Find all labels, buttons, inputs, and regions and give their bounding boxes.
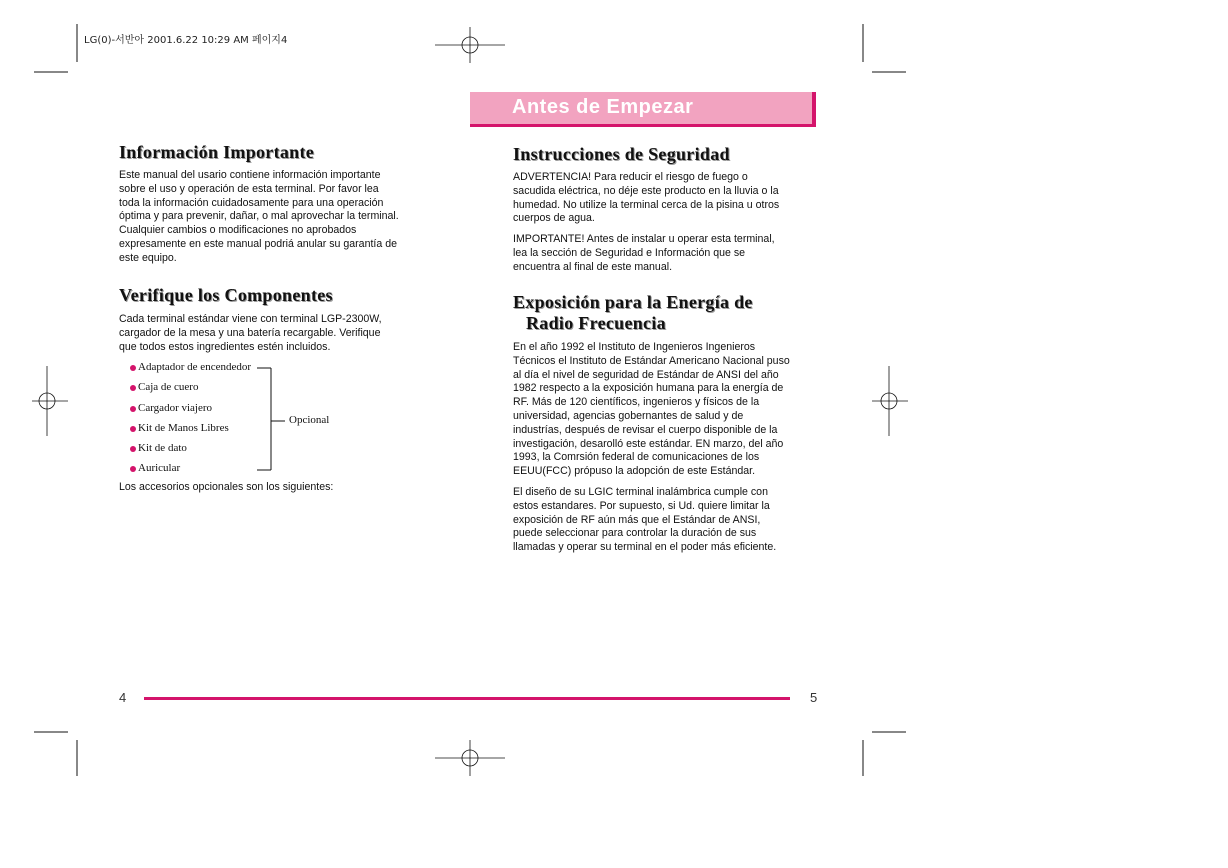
print-slug: LG(0)-서반아 2001.6.22 10:29 AM 페이지4 <box>84 35 288 46</box>
list-item-label: Kit de Manos Libres <box>138 422 229 434</box>
text-line: 1982 respecto a la exposición humana para la energía de <box>513 382 784 395</box>
text-line: lea la sección de Seguridad e Información que se <box>513 246 746 259</box>
text-line: investigación, desarolló este estándar. EN marzo, del año <box>513 437 784 450</box>
text-line: que todos estos ingredientes estén incluidos. <box>119 340 331 353</box>
paragraph-exposicion-2 <box>513 486 833 555</box>
text-line: Cada terminal estándar viene con terminal LGP-2300W, <box>119 313 382 325</box>
text-line: EEUU(FCC) própuso la adopción de este Estándar. <box>513 465 756 478</box>
bullet-icon <box>130 446 136 452</box>
text-line: RF. Más de 120 científicos, ingenieros y físicos de la <box>513 396 760 409</box>
text-line: Técnicos el Instituto de Estándar Americano Nacional puso <box>513 354 790 367</box>
text-line: Este manual del usario contiene información importante <box>119 169 381 181</box>
page-number-right: 5 <box>810 690 818 705</box>
footer-note: Los accesorios opcionales son los siguientes: <box>119 481 334 493</box>
text-line: En el año 1992 el Instituto de Ingenieros Ingenieros <box>513 341 756 353</box>
text-line: sacudida eléctrica, no déje este producto en la lluvia o la <box>513 184 779 197</box>
text-line: sobre el uso y operación de esta terminal. Por favor lea <box>119 182 379 195</box>
list-item-label: Caja de cuero <box>138 381 199 393</box>
text-line: IMPORTANTE! Antes de instalar u operar esta terminal, <box>513 233 775 245</box>
text-line: toda la información cuidadosamente para una operación <box>119 196 384 209</box>
text-line: puede seleccionar para controlar la duración de sus <box>513 527 757 540</box>
paragraph-verifique-componentes <box>119 313 439 354</box>
page-number-left: 4 <box>119 690 127 705</box>
list-item-label: Cargador viajero <box>138 402 213 414</box>
paragraph-importante <box>513 233 833 274</box>
text-line: cuerpos de agua. <box>513 212 595 225</box>
bullet-icon <box>130 426 136 432</box>
text-line: encuentra al final de este manual. <box>513 260 673 273</box>
paragraph-advertencia <box>513 171 833 226</box>
bullet-icon <box>130 365 136 371</box>
paragraph-informacion-importante <box>119 169 439 266</box>
heading-exposicion-line2: Radio Frecuencia <box>526 313 666 333</box>
list-item-label: Kit de dato <box>138 442 187 454</box>
text-line: humedad. No utilize la terminal cerca de la pisina u otros <box>513 198 780 211</box>
list-item <box>130 422 229 434</box>
text-line: llamadas y operar su terminal en el poder más eficiente. <box>513 541 777 554</box>
text-line: expresamente en este manual podriá anular su garantía de <box>119 237 397 250</box>
bullet-icon <box>130 406 136 412</box>
text-line: al día el nivel de seguridad de Estándar de ANSI del año <box>513 368 779 381</box>
bullet-icon <box>130 385 136 391</box>
text-line: Cualquier cambios o modificaciones no aprobados <box>119 224 357 237</box>
text-line: industrías, después de revisar el cuerpo disponible de la <box>513 423 778 436</box>
list-item <box>130 462 180 474</box>
text-line: El diseño de su LGIC terminal inalámbrica cumple con <box>513 486 768 498</box>
list-item <box>130 361 251 373</box>
text-line: exposición de RF aún más que el Estándar de ANSI, <box>513 513 761 526</box>
list-item <box>130 442 187 454</box>
bracket-label: Opcional <box>289 414 330 426</box>
heading-instrucciones-seguridad: Instrucciones de Seguridad <box>513 144 730 164</box>
footer-rule <box>144 697 790 700</box>
text-line: este equipo. <box>119 251 177 264</box>
list-item <box>130 381 198 393</box>
text-line: estos estandares. Por supuesto, si Ud. quiere limitar la <box>513 499 770 512</box>
text-line: ADVERTENCIA! Para reducir el riesgo de fuego o <box>513 171 748 183</box>
text-line: 1993, la Comrsión federal de comunicaciones de los <box>513 451 760 464</box>
list-item-label: Auricular <box>138 462 181 474</box>
heading-exposicion-line1: Exposición para la Energía de <box>513 292 753 312</box>
header-tab-title: Antes de Empezar <box>512 96 694 118</box>
list-item <box>130 402 212 414</box>
heading-verifique-componentes: Verifique los Componentes <box>119 285 333 305</box>
text-line: cargador de la mesa y una batería recargable. Verifique <box>119 326 381 339</box>
heading-informacion-importante: Información Importante <box>119 142 315 162</box>
text-line: universidad, agencias gobernantes de salud y de <box>513 409 744 422</box>
text-line: óptima y para prevenir, dañar, o mal aprovechar la terminal. <box>119 210 399 223</box>
paragraph-exposicion-1 <box>513 341 833 479</box>
bullet-icon <box>130 466 136 472</box>
list-item-label: Adaptador de encendedor <box>138 361 252 373</box>
